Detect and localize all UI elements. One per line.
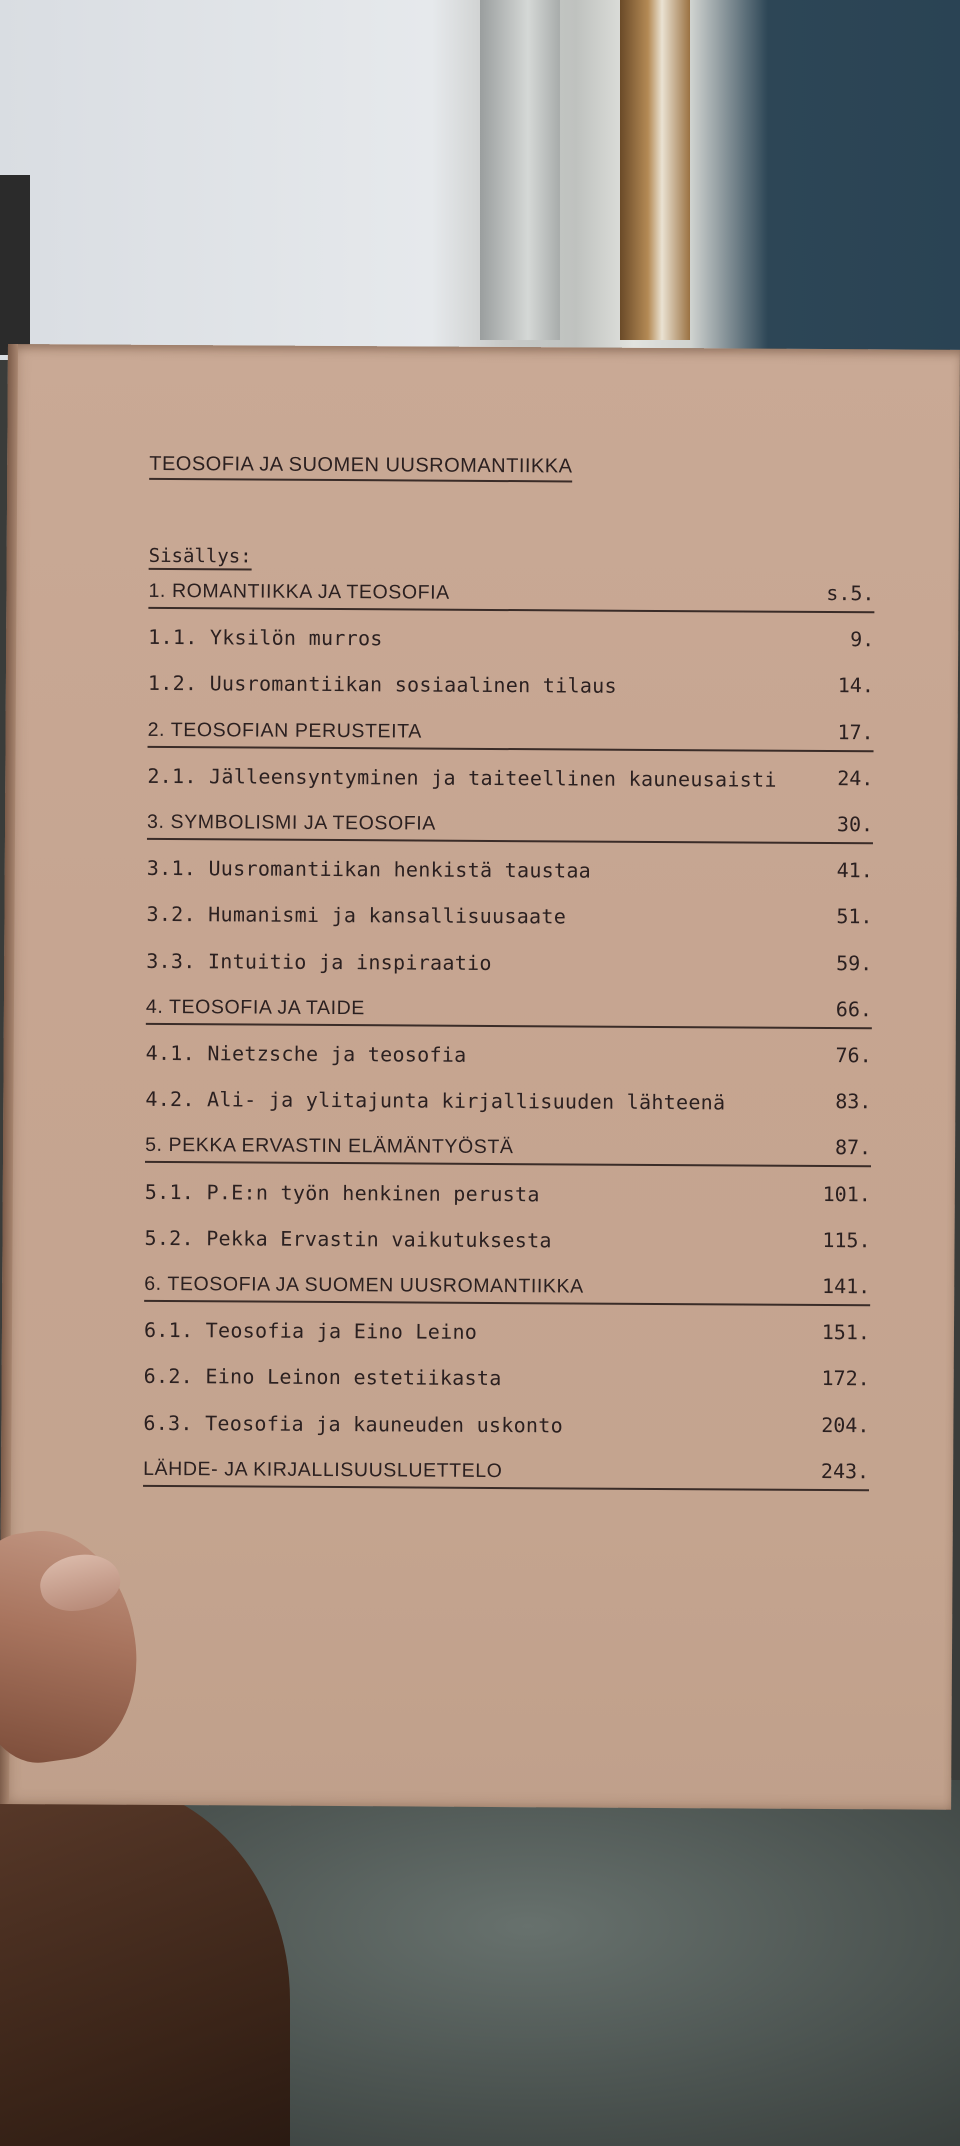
toc-entry [145, 1131, 871, 1167]
toc-entry [143, 1408, 869, 1442]
toc-entry [145, 1085, 871, 1119]
toc-entry-label: 2.1. Jälleensyntyminen ja taiteellinen kauneusaisti [147, 763, 777, 792]
toc-entry [144, 1316, 870, 1350]
background-picture-frame [0, 175, 30, 355]
toc-entry-page: 17. [837, 719, 874, 744]
toc-entry-label: LÄHDE- JA KIRJALLISUUSLUETTELO [143, 1457, 503, 1482]
toc-entry [144, 1224, 870, 1258]
toc-entry-label: 3.2. Humanismi ja kansallisuusaate [146, 902, 567, 929]
toc-entry [145, 1177, 871, 1211]
toc-entry-page: 141. [822, 1273, 871, 1299]
toc-entry-label: 4.2. Ali- ja ylitajunta kirjallisuuden lähteenä [145, 1087, 726, 1115]
toc-entry [146, 993, 872, 1029]
toc-entry-page: 151. [821, 1320, 871, 1345]
toc-entry [147, 854, 873, 888]
toc-entry-label: 4. TEOSOFIA JA TAIDE [145, 995, 366, 1019]
toc-entry [146, 946, 872, 980]
toc-entry-page: 66. [835, 996, 873, 1022]
toc-entry [144, 1362, 870, 1396]
toc-entry-label: 3.1. Uusromantiikan henkistä taustaa [146, 856, 592, 883]
background-doorway [620, 0, 690, 340]
toc-entry-page: 172. [821, 1366, 870, 1391]
toc-entry-page: 9. [850, 627, 875, 652]
toc-entry-label: 2. TEOSOFIAN PERUSTEITA [147, 718, 422, 743]
toc-entry-page: 243. [820, 1458, 870, 1484]
toc-entry-page: 14. [837, 673, 875, 698]
toc-entry-label: 5. PEKKA ERVASTIN ELÄMÄNTYÖSTÄ [145, 1134, 514, 1159]
toc-entry-label: 6. TEOSOFIA JA SUOMEN UUSROMANTIIKKA [144, 1272, 584, 1298]
toc-entry-label: 3.3. Intuitio ja inspiraatio [146, 948, 492, 975]
toc-entry-label: 1.1. Yksilön murros [148, 625, 383, 651]
toc-entry-page: 30. [836, 812, 874, 837]
toc-entry-page: 41. [836, 858, 873, 883]
contents-heading: Sisällys: [149, 545, 252, 571]
toc-entry-label: 6.3. Teosofia ja kauneuden uskonto [143, 1410, 564, 1438]
toc-entry [146, 900, 872, 934]
toc-entry-label: 6.1. Teosofia ja Eino Leino [143, 1318, 478, 1345]
toc-entry-page: 24. [837, 765, 874, 791]
toc-entry [146, 1039, 872, 1073]
toc-entry [143, 1455, 869, 1491]
background-wall-column [480, 0, 560, 340]
toc-entry-page: s.5. [826, 581, 875, 606]
toc-entry-page: 101. [822, 1181, 871, 1206]
toc-entry-page: 204. [821, 1412, 870, 1437]
toc-entry [148, 669, 874, 703]
toc-entry-label: 6.2. Eino Leinon estetiikasta [143, 1364, 502, 1391]
toc-entry-label: 1.2. Uusromantiikan sosiaalinen tilaus [147, 671, 617, 699]
toc-entry [144, 1270, 870, 1306]
toc-entry-label: 5.2. Pekka Ervastin vaikutuksesta [144, 1225, 552, 1253]
toc-entry-page: 83. [835, 1089, 872, 1114]
toc-entry-page: 76. [835, 1043, 872, 1068]
toc-entry-label: 3. SYMBOLISMI JA TEOSOFIA [147, 810, 436, 835]
toc-entry [148, 623, 874, 657]
toc-entry-label: 5.1. P.E:n työn henkinen perusta [144, 1179, 540, 1206]
toc-entry-page: 51. [836, 904, 873, 929]
book-title: TEOSOFIA JA SUOMEN UUSROMANTIIKKA [149, 453, 572, 483]
table-of-contents [0, 344, 960, 1810]
toc-entry-label: 1. ROMANTIIKKA JA TEOSOFIA [148, 579, 450, 604]
toc-entry [148, 577, 874, 613]
toc-entry-page: 115. [822, 1227, 871, 1253]
toc-entry [147, 762, 873, 796]
toc-entry [148, 715, 874, 751]
toc-entry [147, 808, 873, 844]
toc-entry-label: 4.1. Nietzsche ja teosofia [145, 1040, 467, 1067]
toc-entry-page: 87. [834, 1135, 872, 1160]
book-page [0, 344, 960, 1810]
toc-entry-page: 59. [836, 950, 873, 975]
